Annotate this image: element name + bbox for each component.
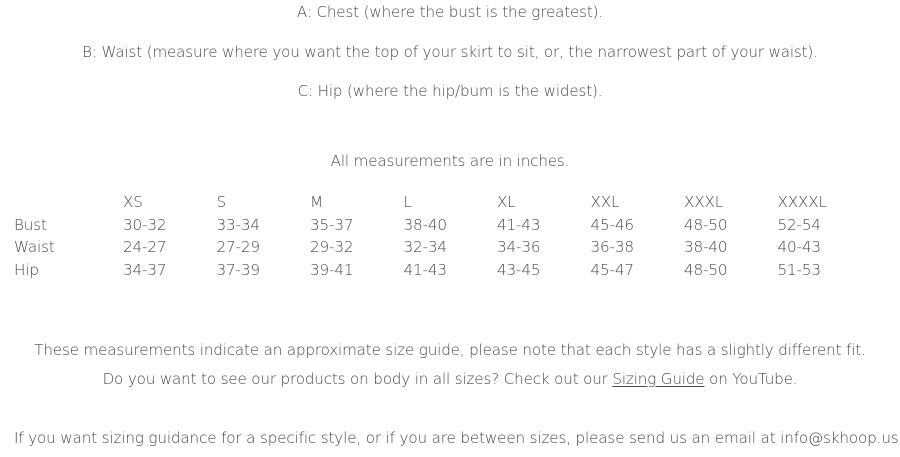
size-header-xxxxl: XXXXL [777, 193, 827, 212]
table-cell: 48-50 [684, 261, 728, 280]
size-header-xxxl: XXXL [684, 193, 724, 212]
table-cell: 33-34 [216, 215, 260, 234]
youtube-note-prefix: Do you want to see our products on body in all sizes? Check out our [102, 370, 613, 388]
table-cell: 48-50 [684, 215, 728, 234]
table-cell: 36-38 [590, 238, 634, 257]
table-cell: 35-37 [310, 215, 354, 234]
table-cell: 40-43 [777, 238, 821, 257]
table-cell: 32-34 [403, 238, 447, 257]
sizing-guide-link[interactable]: Sizing Guide [612, 370, 705, 388]
table-cell: 27-29 [216, 238, 260, 257]
size-header-xl: XL [497, 193, 516, 212]
table-cell: 43-45 [497, 261, 541, 280]
table-row-bust [14, 214, 871, 237]
size-chart-table [14, 191, 871, 281]
size-header-s: S [216, 193, 226, 212]
table-cell: 38-40 [403, 215, 447, 234]
row-label-bust: Bust [14, 215, 47, 234]
size-header-row [14, 191, 871, 214]
table-cell: 24-27 [123, 238, 167, 257]
table-cell: 41-43 [497, 215, 541, 234]
table-cell: 39-41 [310, 261, 354, 280]
table-cell: 45-46 [590, 215, 634, 234]
size-header-xxl: XXL [590, 193, 620, 212]
table-row-hip [14, 259, 871, 282]
table-cell: 34-37 [123, 261, 167, 280]
table-cell: 41-43 [403, 261, 447, 280]
measure-hip-text: C: Hip (where the hip/bum is the widest). [297, 82, 603, 100]
table-cell: 34-36 [497, 238, 541, 257]
row-header-blank [14, 191, 123, 214]
table-cell: 51-53 [777, 261, 821, 280]
table-cell: 52-54 [777, 215, 821, 234]
row-label-hip: Hip [14, 261, 39, 280]
table-cell: 38-40 [684, 238, 728, 257]
row-label-waist: Waist [14, 238, 55, 257]
youtube-note [0, 369, 900, 389]
youtube-note-suffix: on YouTube. [704, 370, 798, 388]
table-cell: 37-39 [216, 261, 260, 280]
contact-note: If you want sizing guidance for a specific style, or if you are between sizes, please send us an email at info@skhoop.us [14, 429, 899, 447]
measure-waist-text: B: Waist (measure where you want the top of your skirt to sit, or, the narrowest part of your waist). [82, 43, 818, 61]
size-header-m: M [310, 193, 323, 212]
table-cell: 45-47 [590, 261, 634, 280]
size-header-xs: XS [123, 193, 143, 212]
table-cell: 30-32 [123, 215, 167, 234]
table-row-waist [14, 236, 871, 259]
fit-note: These measurements indicate an approximate size guide, please note that each style has a slightly different fit. [34, 341, 866, 359]
size-header-l: L [403, 193, 412, 212]
measure-chest-text: A: Chest (where the bust is the greatest). [296, 3, 604, 21]
table-cell: 29-32 [310, 238, 354, 257]
units-note: All measurements are in inches. [330, 152, 570, 170]
